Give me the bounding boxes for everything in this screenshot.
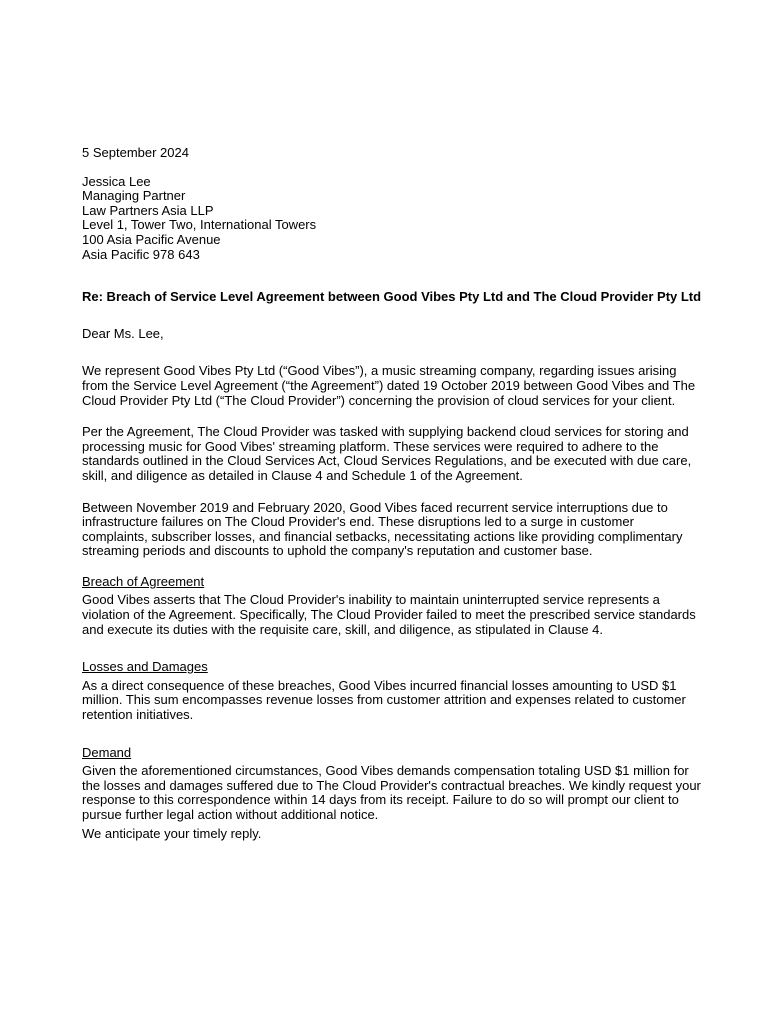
letter-page xyxy=(82,146,702,841)
letter-date: 5 September 2024 xyxy=(82,145,189,160)
subject-line: Re: Breach of Service Level Agreement between Good Vibes Pty Ltd and The Cloud Provider Pty Ltd xyxy=(82,289,702,305)
recipient-address-line-3: Asia Pacific 978 643 xyxy=(82,246,200,262)
recipient-name: Jessica Lee xyxy=(82,173,151,189)
section-body-losses: As a direct consequence of these breaches, Good Vibes incurred financial losses amounting to USD $1 million. This sum encompasses revenue losses from customer attrition and expenses related to customer retention initiatives. xyxy=(82,677,686,723)
recipient-firm: Law Partners Asia LLP xyxy=(82,202,214,218)
section-heading-breach: Breach of Agreement xyxy=(82,573,205,589)
recipient-address-block xyxy=(82,175,702,263)
recipient-address-line-2: 100 Asia Pacific Avenue xyxy=(82,231,221,247)
section-heading-demand: Demand xyxy=(82,744,132,760)
recipient-address-line-1: Level 1, Tower Two, International Towers xyxy=(82,217,317,233)
salutation: Dear Ms. Lee, xyxy=(82,325,164,341)
section-body-demand: Given the aforementioned circumstances, Good Vibes demands compensation totaling USD $1 million for the losses and damages suffered due to The Cloud Provider's contractual breaches. We kindly request your response to this correspondence within 14 days from its receipt. Failure to do so will prompt our client to pursue further legal action without additional notice. xyxy=(82,763,701,822)
section-body-breach: Good Vibes asserts that The Cloud Provider's inability to maintain uninterrupted service represents a violation of the Agreement. Specifically, The Cloud Provider failed to meet the prescribed service standards and execute its duties with the requisite care, skill, and diligence, as stipulated in Clause 4. xyxy=(82,592,696,637)
recipient-title: Managing Partner xyxy=(82,188,186,204)
closing-line: We anticipate your timely reply. xyxy=(82,825,262,841)
intro-paragraph: We represent Good Vibes Pty Ltd (“Good Vibes”), a music streaming company, regarding issues arising from the Service Level Agreement (“the Agreement”) dated 19 October 2019 between Good Vibes and The Cloud Provider Pty Ltd (“The Cloud Provider”) concerning the provision of cloud services for your client. xyxy=(82,363,696,408)
section-heading-losses: Losses and Damages xyxy=(82,659,208,675)
agreement-paragraph: Per the Agreement, The Cloud Provider was tasked with supplying backend cloud services for storing and processing music for Good Vibes' streaming platform. These services were required to adhere to the standards outlined in the Cloud Services Act, Cloud Services Regulations, and be executed with due care, skill, and diligence as detailed in Clause 4 and Schedule 1 of the Agreement. xyxy=(82,424,692,483)
disruption-paragraph: Between November 2019 and February 2020, Good Vibes faced recurrent service interruptions due to infrastructure failures on The Cloud Provider's end. These disruptions led to a surge in customer complaints, subscriber losses, and financial setbacks, necessitating actions like providing complimentary streaming periods and discounts to uphold the company's reputation and customer base. xyxy=(82,499,683,559)
